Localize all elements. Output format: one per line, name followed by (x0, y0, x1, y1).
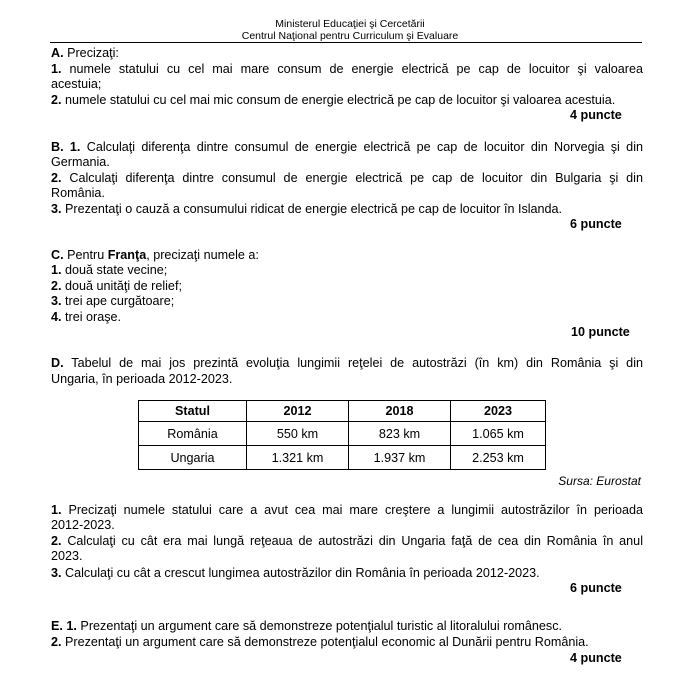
section-d-intro: D. Tabelul de mai jos prezintă evoluţia lungimii reţelei de autostrăzi (în km) din România şi din (51, 356, 643, 370)
section-c-item: 4. trei oraşe. (51, 310, 122, 324)
table-header-cell: 2023 (451, 401, 546, 422)
table-cell: 1.065 km (451, 422, 546, 446)
section-a-item1: 1. numele statului cu cel mai mare consum de energie electrică pe cap de locuitor şi valoarea (51, 62, 643, 76)
table-header-row (139, 401, 546, 422)
section-d-item1: 1. Precizaţi numele statului care a avut cea mai mare creştere a lungimii autostrăzilor în perioada (51, 503, 643, 517)
section-d-item3: 3. Calculaţi cu cât a crescut lungimea autostrăzilor din România în perioada 2012-2023. (51, 566, 540, 580)
table-row (139, 446, 546, 470)
table-header-cell: 2018 (349, 401, 451, 422)
section-d-intro-cont: Ungaria, în perioada 2012-2023. (51, 372, 233, 386)
section-b-item3: 3. Prezentaţi o cauză a consumului ridicat de energie electrică pe cap de locuitor în Islanda. (51, 202, 563, 216)
table-cell: 1.321 km (247, 446, 349, 470)
table-cell: Ungaria (139, 446, 247, 470)
section-c-item: 2. două unităţi de relief; (51, 279, 182, 293)
section-e-points: 4 puncte (570, 651, 622, 665)
header-ministry: Ministerul Educaţiei şi Cercetării (275, 18, 425, 30)
section-d-item2-cont: 2023. (51, 549, 83, 563)
section-c-points: 10 puncte (571, 325, 630, 339)
section-d-points: 6 puncte (570, 581, 622, 595)
table-source: Sursa: Eurostat (558, 474, 641, 488)
table-cell: 550 km (247, 422, 349, 446)
section-b-item2: 2. Calculaţi diferenţa dintre consumul de energie electrică pe cap de locuitor din Bulgaria şi din (51, 171, 643, 185)
section-a-intro: A. Precizaţi: (51, 46, 119, 60)
table-header-cell: Statul (139, 401, 247, 422)
table-cell: 2.253 km (451, 446, 546, 470)
table-header-cell: 2012 (247, 401, 349, 422)
section-b-points: 6 puncte (570, 217, 622, 231)
section-c-item: 1. două state vecine; (51, 263, 168, 277)
section-b-item1: B. 1. Calculaţi diferenţa dintre consumul de energie electrică pe cap de locuitor din Norvegia şi din (51, 140, 643, 154)
table-cell: 823 km (349, 422, 451, 446)
header-divider (50, 42, 642, 43)
header-center: Centrul Naţional pentru Curriculum şi Evaluare (241, 30, 459, 42)
highway-table (138, 400, 546, 470)
section-c-item: 3. trei ape curgătoare; (51, 294, 175, 308)
table-row (139, 422, 546, 446)
section-b-item2-cont: România. (51, 186, 105, 200)
section-c-intro: C. Pentru Franţa, precizaţi numele a: (51, 248, 259, 262)
table-cell: 1.937 km (349, 446, 451, 470)
section-d-item1-cont: 2012-2023. (51, 518, 115, 532)
section-b-item1-cont: Germania. (51, 155, 110, 169)
section-e-item1: E. 1. Prezentaţi un argument care să demonstreze potenţialul turistic al litoralului românesc. (51, 619, 563, 633)
table-cell: România (139, 422, 247, 446)
section-a-item1-cont: acestuia; (51, 77, 102, 91)
section-e-item2: 2. Prezentaţi un argument care să demonstreze potenţialul economic al Dunării pentru România. (51, 635, 589, 649)
section-a-item2: 2. numele statului cu cel mai mic consum de energie electrică pe cap de locuitor şi valoarea acestuia. (51, 93, 616, 107)
section-d-item2: 2. Calculaţi cu cât era mai lungă reţeaua de autostrăzi din Ungaria faţă de cea din România în anul (51, 534, 643, 548)
section-a-points: 4 puncte (570, 108, 622, 122)
